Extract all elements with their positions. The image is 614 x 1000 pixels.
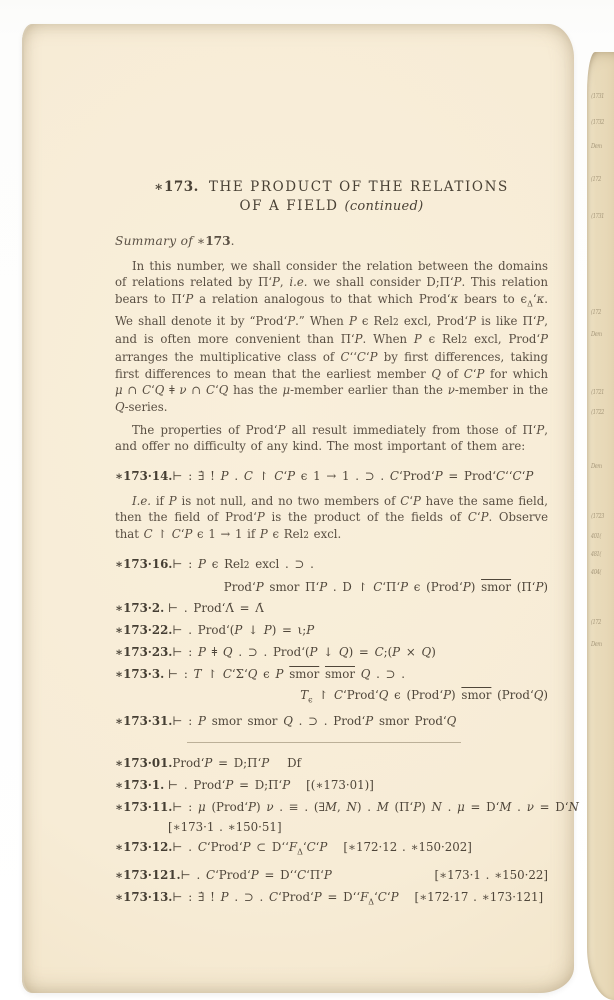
formula-continuation: $T_\epsilon$ ↾ C‘Prod‘Q ϵ (Prod‘P) smor (Prod‘Q) [300, 688, 548, 705]
edge-fragment: Dem [590, 641, 602, 648]
df-marker: Df [287, 756, 301, 771]
formula-body: ⊢ : P ϵ Rel2 excl . ⊃ . [172, 557, 314, 572]
edge-fragment: (172 [590, 176, 601, 183]
citation-line-173-11 [115, 818, 548, 836]
formula-label: ∗173·23. [115, 645, 173, 660]
formula-body: ⊢ : ∃̇ ! P . C ↾ C‘P ϵ 1 → 1 . ⊃ . C‘Prod‘P = Prod‘C‘‘C‘P [172, 468, 534, 483]
formula-row-173-31 [115, 710, 548, 732]
section-title-text: THE PRODUCT OF THE RELATIONS [208, 179, 509, 195]
continued-marker: (continued) [344, 199, 424, 214]
formula-list-proofs [115, 752, 579, 913]
formula-body: Prod‘P = D;Π‘P [172, 756, 270, 771]
page-content [115, 24, 579, 913]
formula-body: ⊢ . Prod‘Λ̇ = Λ̇ [168, 601, 264, 616]
section-title-line2: OF A FIELD (continued) [239, 198, 424, 214]
formula-label: ∗173·121. [115, 867, 181, 882]
edge-fragment: 401( [590, 533, 601, 540]
formula-body: ⊢ : P ǂ Q . ⊃ . Prod‘(P ↓ Q) = C;(P × Q) [172, 645, 436, 660]
formula-row-173-14 [115, 467, 548, 485]
edge-fragment: (1731 [591, 213, 604, 220]
formula-label: ∗173·16. [115, 557, 173, 572]
formula-row-173-3 [115, 663, 548, 685]
summary-heading: Summary of ∗173. [115, 234, 235, 248]
edge-fragment: Dem [590, 331, 602, 338]
section-title [115, 178, 548, 216]
paragraph-properties: The properties of Prod‘P all result immediately from those of Π‘P, and offer no difficulty of any kind. The most important of them are: [115, 422, 548, 454]
formula-continuation: Prod‘P smor Π‘P . D ↾ C‘Π‘P ϵ (Prod‘P) smor (Π‘P) [223, 580, 548, 595]
formula-row-173-13 [115, 886, 548, 913]
formula-row-173-2 [115, 597, 548, 619]
citation: [(∗173·01)] [306, 778, 374, 793]
formula-row-173-1 [115, 774, 548, 796]
edge-fragment: (172 [590, 619, 601, 626]
edge-fragment: (1723 [591, 513, 604, 520]
formula-row-173-23 [115, 641, 548, 663]
formula-row-173-11 [115, 796, 579, 818]
formula-label: ∗173·12. [115, 840, 173, 855]
edge-fragment: Dem [590, 463, 602, 470]
formula-body: ⊢ . Prod‘(P ↓ P) = ι;P [172, 623, 315, 638]
formula-label: ∗173·11. [115, 800, 173, 815]
formula-body: ⊢ . Prod‘P = D;Π‘P [168, 778, 291, 793]
formula-row-173-01 [115, 752, 548, 774]
paragraph-intro: In this number, we shall consider the relation between the domains of relations related by Π‘P, i.e. we shall consider D;Π‘P. This relation bears to Π‘P a relation analogous to that which Prod‘κ bears to $\epsilon_\Delta‘\kappa$. We shall denote it by “Prod‘P.” When P ϵ Rel2 excl, Prod‘P is like Π‘P, and is often more convenient than Π‘P. When P ϵ Rel2 excl, Prod‘P arranges the multiplicative class of C‘‘C‘P by first differences, taking first differences to mean that the earliest member Q of C‘P for which μ ∩ C‘Q ǂ ν ∩ C‘Q has the μ-member earlier than the ν-member in the Q-series. [115, 259, 549, 414]
formula-row-173-16 [115, 553, 548, 577]
edge-fragment: (1731 [591, 93, 604, 100]
formula-label: ∗173·01. [115, 756, 173, 771]
edge-fragment: 481( [590, 551, 601, 558]
formula-label: ∗173·13. [115, 889, 173, 904]
book-page [22, 24, 579, 993]
formula-row-173-12 [115, 836, 548, 863]
formula-body: ⊢ : μ (Prod‘P) ν . ≡ . (∃M, N) . M (Π‘P) N . μ = D‘M . ν = D‘N [172, 800, 579, 815]
formula-list-main [115, 553, 548, 732]
formula-body: ⊢ . C‘Prod‘P ⊂ $D‘‘F_\Delta‘C‘P$ [172, 840, 328, 857]
separator-rule [187, 742, 461, 743]
formula-body: ⊢ : P smor smor Q . ⊃ . Prod‘P smor Prod‘Q [172, 714, 457, 729]
citation: [∗172·12 . ∗150·202] [343, 840, 472, 855]
edge-fragment: (1732 [591, 119, 604, 126]
formula-body: ⊢ . C‘Prod‘P = D‘‘C‘Π‘P [180, 867, 332, 882]
formula-row-173-121 [115, 864, 548, 886]
formula-label: ∗173·22. [115, 623, 173, 638]
citation: [∗172·17 . ∗173·121] [414, 889, 544, 904]
formula-row-173-22 [115, 619, 548, 641]
fore-edge-pages [587, 52, 614, 1000]
formula-label: ∗173·1. [115, 778, 165, 793]
formula-label: ∗173·3. [115, 667, 165, 682]
edge-fragment: (1722 [591, 409, 604, 416]
formula-label: ∗173·2. [115, 601, 165, 616]
edge-fragment: (1721 [591, 389, 604, 396]
edge-fragment: Dem [590, 143, 602, 150]
edge-fragment: 404( [590, 569, 601, 576]
citation: [∗173·1 . ∗150·22] [434, 867, 548, 882]
edge-fragment: (172 [590, 309, 601, 316]
formula-label: ∗173·31. [115, 714, 173, 729]
section-number: ∗173. [154, 179, 199, 195]
paragraph-ie: I.e. if P is not null, and no two members of C‘P have the same field, then the field of Prod‘P is the product of the fields of C‘P. Observe that C ↾ C‘P ϵ 1 → 1 if P ϵ Rel2 excl. [115, 493, 549, 541]
formula-body: ⊢ : ∃̇ ! P . ⊃ . C‘Prod‘P = $D‘‘F_\Delta‘C‘P$ [172, 889, 399, 907]
formula-label: ∗173·14. [115, 468, 173, 483]
citation: [∗173·1 . ∗150·51] [168, 820, 282, 835]
formula-body: ⊢ : T ↾ C‘Σ‘Q ϵ P smor smor Q . ⊃ . [168, 667, 406, 682]
section-title-line1 [115, 178, 548, 197]
